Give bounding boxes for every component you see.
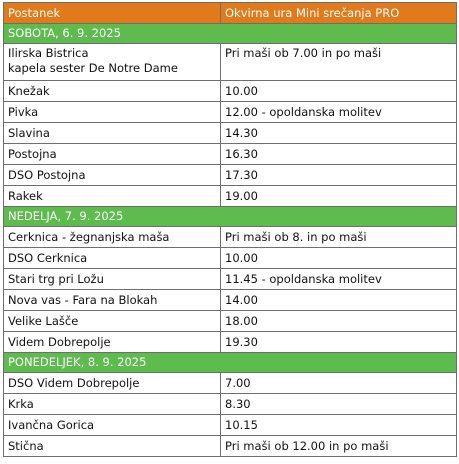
table-row [4,186,457,207]
time-cell: 19.00 [221,186,457,207]
schedule-container [3,2,456,457]
location-cell: Stari trg pri Ložu [4,269,221,290]
time-cell: 12.00 - opoldanska molitev [221,102,457,123]
location-cell [4,44,221,81]
time-cell: Pri maši ob 7.00 in po maši [221,44,457,81]
time-cell: 14.00 [221,290,457,311]
table-row [4,44,457,81]
time-cell: 14.30 [221,123,457,144]
location-cell: Pivka [4,102,221,123]
table-row [4,269,457,290]
location-cell: Videm Dobrepolje [4,332,221,353]
time-cell: 10.15 [221,415,457,436]
location-cell: Ivančna Gorica [4,415,221,436]
time-cell: Pri maši ob 8. in po maši [221,227,457,248]
time-cell: 10.00 [221,81,457,102]
location-cell: DSO Videm Dobrepolje [4,373,221,394]
table-row [4,165,457,186]
day-label: SOBOTA, 6. 9. 2025 [4,24,457,44]
table-row [4,123,457,144]
day-row [4,353,457,373]
table-row [4,227,457,248]
time-cell: 18.00 [221,311,457,332]
location-cell: Nova vas - Fara na Blokah [4,290,221,311]
header-time: Okvirna ura Mini srečanja PRO [221,3,457,24]
time-cell: 10.00 [221,248,457,269]
location-cell: DSO Postojna [4,165,221,186]
location-line: Ilirska Bistrica [8,46,89,60]
location-cell: Knežak [4,81,221,102]
table-row [4,290,457,311]
table-row [4,144,457,165]
day-label: PONEDELJEK, 8. 9. 2025 [4,353,457,373]
table-header-row [4,3,457,24]
location-cell: Cerknica - žegnanjska maša [4,227,221,248]
table-row [4,311,457,332]
location-cell: Krka [4,394,221,415]
time-cell: 11.45 - opoldanska molitev [221,269,457,290]
location-cell: DSO Cerknica [4,248,221,269]
table-row [4,81,457,102]
time-cell: 16.30 [221,144,457,165]
day-row [4,207,457,227]
table-row [4,102,457,123]
time-cell: 17.30 [221,165,457,186]
table-row [4,394,457,415]
location-cell: Velike Lašče [4,311,221,332]
header-location: Postanek [4,3,221,24]
table-row [4,373,457,394]
location-cell: Rakek [4,186,221,207]
location-cell: Slavina [4,123,221,144]
day-label: NEDELJA, 7. 9. 2025 [4,207,457,227]
time-cell: 19.30 [221,332,457,353]
location-cell: Postojna [4,144,221,165]
location-cell: Stična [4,436,221,457]
day-row [4,24,457,44]
time-cell: 8.30 [221,394,457,415]
table-row [4,248,457,269]
schedule-table [3,2,457,457]
time-cell: Pri maši ob 12.00 in po maši [221,436,457,457]
table-row [4,332,457,353]
location-line: kapela sester De Notre Dame [8,61,178,75]
time-cell: 7.00 [221,373,457,394]
table-row [4,415,457,436]
table-row [4,436,457,457]
